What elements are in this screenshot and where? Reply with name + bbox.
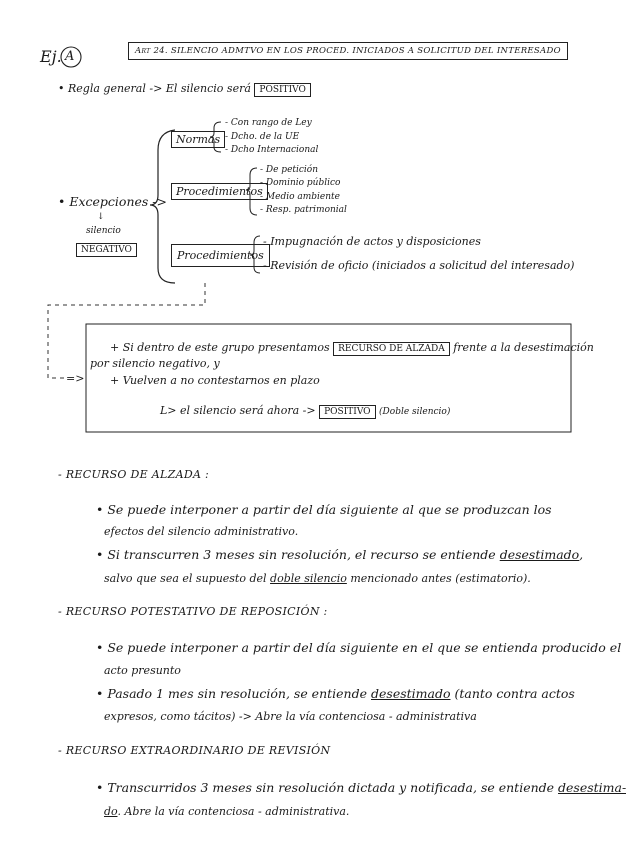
- section-bullet-line: acto presunto: [104, 664, 181, 677]
- general-rule: [58, 82, 311, 95]
- procedimientos2-item: - Revisión de oficio (iniciados a solicitud del interesado): [263, 259, 575, 272]
- text-span: (tanto contra actos: [454, 686, 575, 701]
- exceptions-text: Excepciones ->: [69, 194, 167, 209]
- bullet: •: [58, 82, 65, 95]
- double-arrow-icon: =>: [66, 372, 85, 385]
- alzada-note-text: L> el silencio será ahora ->: [160, 404, 316, 417]
- normas-box: Normas: [171, 131, 225, 148]
- underlined-term: desestima-: [558, 780, 626, 795]
- section-bullet-line: [104, 572, 531, 585]
- alzada-note-text: frente a la desestimación: [453, 341, 594, 354]
- exercise-label: Ej.: [40, 47, 62, 66]
- section-bullet-line: • Se puede interponer a partir del día siguiente en el que se entienda producido el: [96, 640, 622, 655]
- underlined-term: desestimado: [499, 547, 580, 562]
- positivo-box: POSITIVO: [319, 405, 375, 419]
- arrow-down-icon: ↓: [97, 212, 105, 222]
- procedimientos-item: - Medio ambiente: [260, 192, 340, 202]
- bullet: •: [58, 194, 66, 209]
- text-span: ,: [579, 547, 584, 562]
- procedimientos2-box: Procedimientos: [171, 244, 270, 267]
- section-bullet-line: [96, 780, 626, 795]
- text-span: salvo que sea el supuesto del: [104, 572, 267, 585]
- alzada-note-line1: [110, 341, 594, 354]
- silencio-label: silencio: [86, 226, 121, 236]
- normas-item: - Dcho Internacional: [225, 145, 319, 155]
- underlined-term: do: [104, 805, 118, 818]
- procedimientos-item: - Dominio público: [260, 178, 341, 188]
- general-rule-value: POSITIVO: [254, 83, 310, 97]
- section-bullet-line: [96, 686, 575, 701]
- section-bullet-line: [104, 805, 349, 818]
- section-heading: - RECURSO POTESTATIVO DE REPOSICIÓN :: [58, 605, 328, 618]
- text-span: • Si transcurren 3 meses sin resolución, el recurso se entiende: [96, 547, 496, 562]
- exercise-letter: A: [65, 49, 75, 64]
- section-bullet-line: efectos del silencio administrativo.: [104, 525, 299, 538]
- alzada-note-line3: + Vuelven a no contestarnos en plazo: [110, 374, 320, 387]
- page-title: Art 24. SILENCIO ADMTVO EN LOS PROCED. INICIADOS A SOLICITUD DEL INTERESADO: [128, 42, 568, 60]
- procedimientos-item: - Resp. patrimonial: [260, 205, 347, 215]
- alzada-note-line2: por silencio negativo, y: [90, 357, 220, 370]
- recurso-alzada-box: RECURSO DE ALZADA: [333, 342, 450, 356]
- procedimientos-item: - De petición: [260, 165, 319, 175]
- negativo-box: NEGATIVO: [76, 243, 137, 257]
- normas-item: - Con rango de Ley: [225, 118, 312, 128]
- section-bullet-line: [96, 547, 583, 562]
- procedimientos2-item: - Impugnación de actos y disposiciones: [263, 235, 481, 248]
- normas-item: - Dcho. de la UE: [225, 132, 300, 142]
- text-span: • Pasado 1 mes sin resolución, se entiende: [96, 686, 368, 701]
- section-heading: - RECURSO EXTRAORDINARIO DE REVISIÓN: [58, 744, 331, 757]
- alzada-note-line4: [160, 404, 450, 417]
- section-heading: - RECURSO DE ALZADA :: [58, 468, 209, 481]
- general-rule-text: Regla general -> El silencio será: [68, 82, 251, 95]
- section-bullet-line: expresos, como tácitos) -> Abre la vía contenciosa - administrativa: [104, 710, 477, 723]
- underlined-term: doble silencio: [270, 572, 347, 585]
- doble-silencio-note: (Doble silencio): [379, 407, 451, 417]
- text-span: • Transcurridos 3 meses sin resolución dictada y notificada, se entiende: [96, 780, 555, 795]
- exceptions-label: [58, 194, 167, 209]
- section-bullet-line: • Se puede interponer a partir del día siguiente al que se produzcan los: [96, 502, 552, 517]
- text-span: mencionado antes (estimatorio).: [350, 572, 531, 585]
- procedimientos-box: Procedimientos: [171, 183, 268, 200]
- underlined-term: desestimado: [371, 686, 451, 701]
- text-span: . Abre la vía contenciosa - administrativa.: [117, 805, 350, 818]
- alzada-note-text: + Si dentro de este grupo presentamos: [110, 341, 330, 354]
